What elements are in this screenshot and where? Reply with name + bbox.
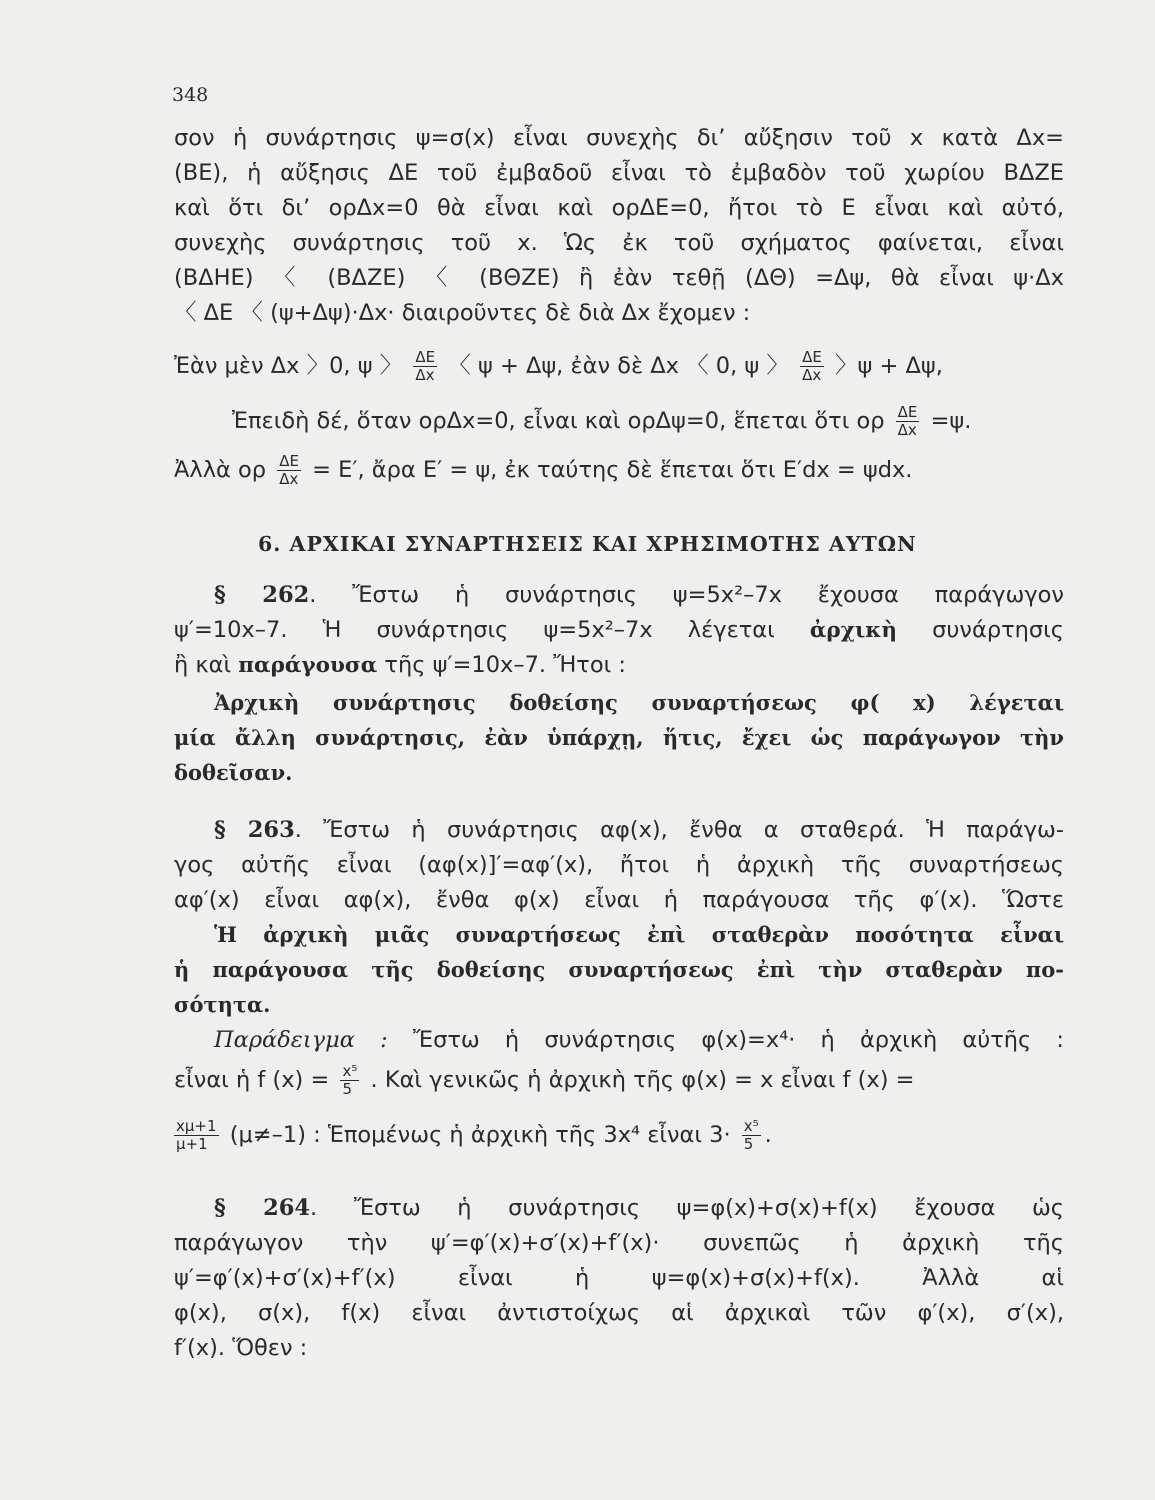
fraction: $\frac{\text{x⁵}}{5}$: [342, 1062, 358, 1098]
text-line: f′(x). Ὅθεν :: [174, 1335, 308, 1361]
example-line: Παράδειγμα : Ἔστω ἡ συνάρτησις φ(x)=x⁴· ἡ ἀρχικὴ αὐτῆς :: [214, 1027, 1064, 1053]
equation-line: Ἐπειδὴ δέ, ὅταν ορΔx=0, εἶναι καὶ ορΔψ=0, ἕπεται ὅτι ορ $\frac{\Delta E}{\Delta x}$ =ψ.: [232, 403, 972, 439]
text-line: γος αὐτῆς εἶναι (αφ(x)]′=αφ′(x), ἤτοι ἡ ἀρχικὴ τῆς συναρτήσεως: [174, 852, 1064, 878]
text-line: (ΒΔΗΕ) 〈 (ΒΔΖΕ) 〈 (ΒΘΖΕ) ἢ ἐὰν τεθῇ (ΔΘ) =Δψ, θὰ εἶναι ψ·Δx: [174, 265, 1064, 291]
text-line: αφ′(x) εἶναι αφ(x), ἔνθα φ(x) εἶναι ἡ παράγουσα τῆς φ′(x). Ὥστε: [174, 887, 1064, 913]
text-line: συνεχὴς συνάρτησις τοῦ x. Ὡς ἐκ τοῦ σχήματος φαίνεται, εἶναι: [174, 230, 1064, 256]
text-line: § 262. Ἔστω ἡ συνάρτησις ψ=5x²–7x ἔχουσα παράγωγον: [214, 582, 1064, 608]
section-heading: 6. ΑΡΧΙΚΑΙ ΣΥΝΑΡΤΗΣΕΙΣ ΚΑΙ ΧΡΗΣΙΜΟΤΗΣ ΑΥΤΩΝ: [258, 532, 917, 556]
fraction: $\frac{x\mu+1}{\mu+1}$: [176, 1117, 217, 1153]
fraction: $\frac{\text{x⁵}}{5}$: [743, 1117, 759, 1153]
equation-line: Ἀλλὰ ορ $\frac{\Delta E}{\Delta x}$ = Ε′, ἄρα Ε′ = ψ, ἐκ ταύτης δὲ ἕπεται ὅτι Ε′dx = ψdx.: [174, 452, 913, 488]
text-line: § 263. Ἔστω ἡ συνάρτησις αφ(x), ἔνθα α σταθερά. Ἡ παράγω-: [214, 817, 1064, 843]
text-line: ἢ καὶ παράγουσα τῆς ψ′=10x–7. Ἤτοι :: [174, 652, 626, 678]
text-line: σον ἡ συνάρτησις ψ=σ(x) εἶναι συνεχὴς δι’ αὔξησιν τοῦ x κατὰ Δx=: [174, 125, 1064, 151]
section-number: § 262: [214, 582, 310, 608]
section-number: § 263: [214, 817, 295, 843]
text-line: ψ′=10x–7. Ἡ συνάρτησις ψ=5x²–7x λέγεται ἀρχικὴ συνάρτησις: [174, 617, 1064, 643]
text-line: (ΒΕ), ἡ αὔξησις ΔΕ τοῦ ἐμβαδοῦ εἶναι τὸ ἐμβαδὸν τοῦ χωρίου ΒΔΖΕ: [174, 160, 1064, 186]
example-label: Παράδειγμα :: [214, 1027, 388, 1053]
text-line: ψ′=φ′(x)+σ′(x)+f′(x) εἶναι ἡ ψ=φ(x)+σ(x)+f(x). Ἀλλὰ αἱ: [174, 1265, 1064, 1291]
fraction: $\frac{\Delta E}{\Delta x}$: [279, 452, 299, 488]
example-line: εἶναι ἡ f (x) = $\frac{\text{x⁵}}{5}$ . Καὶ γενικῶς ἡ ἀρχικὴ τῆς φ(x) = x εἶναι f (x) =: [174, 1062, 915, 1098]
definition-line: δοθεῖσαν.: [174, 760, 293, 785]
definition-line: μία ἄλλη συνάρτησις, ἐὰν ὑπάρχῃ, ἥτις, ἔχει ὡς παράγωγον τὴν: [174, 725, 1064, 750]
fraction: $\frac{\Delta E}{\Delta x}$: [415, 348, 436, 384]
theorem-line: Ἡ ἀρχικὴ μιᾶς συναρτήσεως ἐπὶ σταθερὰν ποσότητα εἶναι: [214, 922, 1064, 947]
theorem-line: ἡ παράγουσα τῆς δοθείσης συναρτήσεως ἐπὶ τὴν σταθερὰν πο-: [174, 957, 1064, 982]
page-number: 348: [172, 84, 209, 106]
fraction: $\frac{\Delta E}{\Delta x}$: [802, 348, 822, 384]
section-number: § 264: [214, 1195, 311, 1221]
fraction: $\frac{\Delta E}{\Delta x}$: [897, 403, 918, 439]
text-line: 〈 ΔΕ 〈 (ψ+Δψ)·Δx· διαιροῦντες δὲ διὰ Δx ἔχομεν :: [174, 300, 751, 326]
text-line: παράγωγον τὴν ψ′=φ′(x)+σ′(x)+f′(x)· συνεπῶς ἡ ἀρχικὴ τῆς: [174, 1230, 1064, 1256]
text-line: § 264. Ἔστω ἡ συνάρτησις ψ=φ(x)+σ(x)+f(x) ἔχουσα ὡς: [214, 1195, 1065, 1221]
text-line: φ(x), σ(x), f(x) εἶναι ἀντιστοίχως αἱ ἀρχικαὶ τῶν φ′(x), σ′(x),: [174, 1300, 1064, 1326]
example-line: $\frac{x\mu+1}{\mu+1}$ (μ≠–1) : Ἑπομένως ἡ ἀρχικὴ τῆς 3x⁴ εἶναι 3· $\frac{\text{x⁵}}{5}$ .: [176, 1117, 772, 1153]
definition-line: Ἀρχικὴ συνάρτησις δοθείσης συναρτήσεως φ( x) λέγεται: [214, 690, 1064, 715]
theorem-line: σότητα.: [174, 992, 271, 1017]
equation-line: Ἐὰν μὲν Δx 〉0, ψ 〉 $\frac{\Delta E}{\Delta x}$ 〈 ψ + Δψ, ἐὰν δὲ Δx 〈 0, ψ 〉 $\frac{\Delta E}{\Delta x}$ 〉ψ + Δψ,: [174, 348, 943, 384]
text-line: καὶ ὅτι δι’ ορΔx=0 θὰ εἶναι καὶ ορΔΕ=0, ἤτοι τὸ Ε εἶναι καὶ αὐτό,: [174, 195, 1064, 221]
